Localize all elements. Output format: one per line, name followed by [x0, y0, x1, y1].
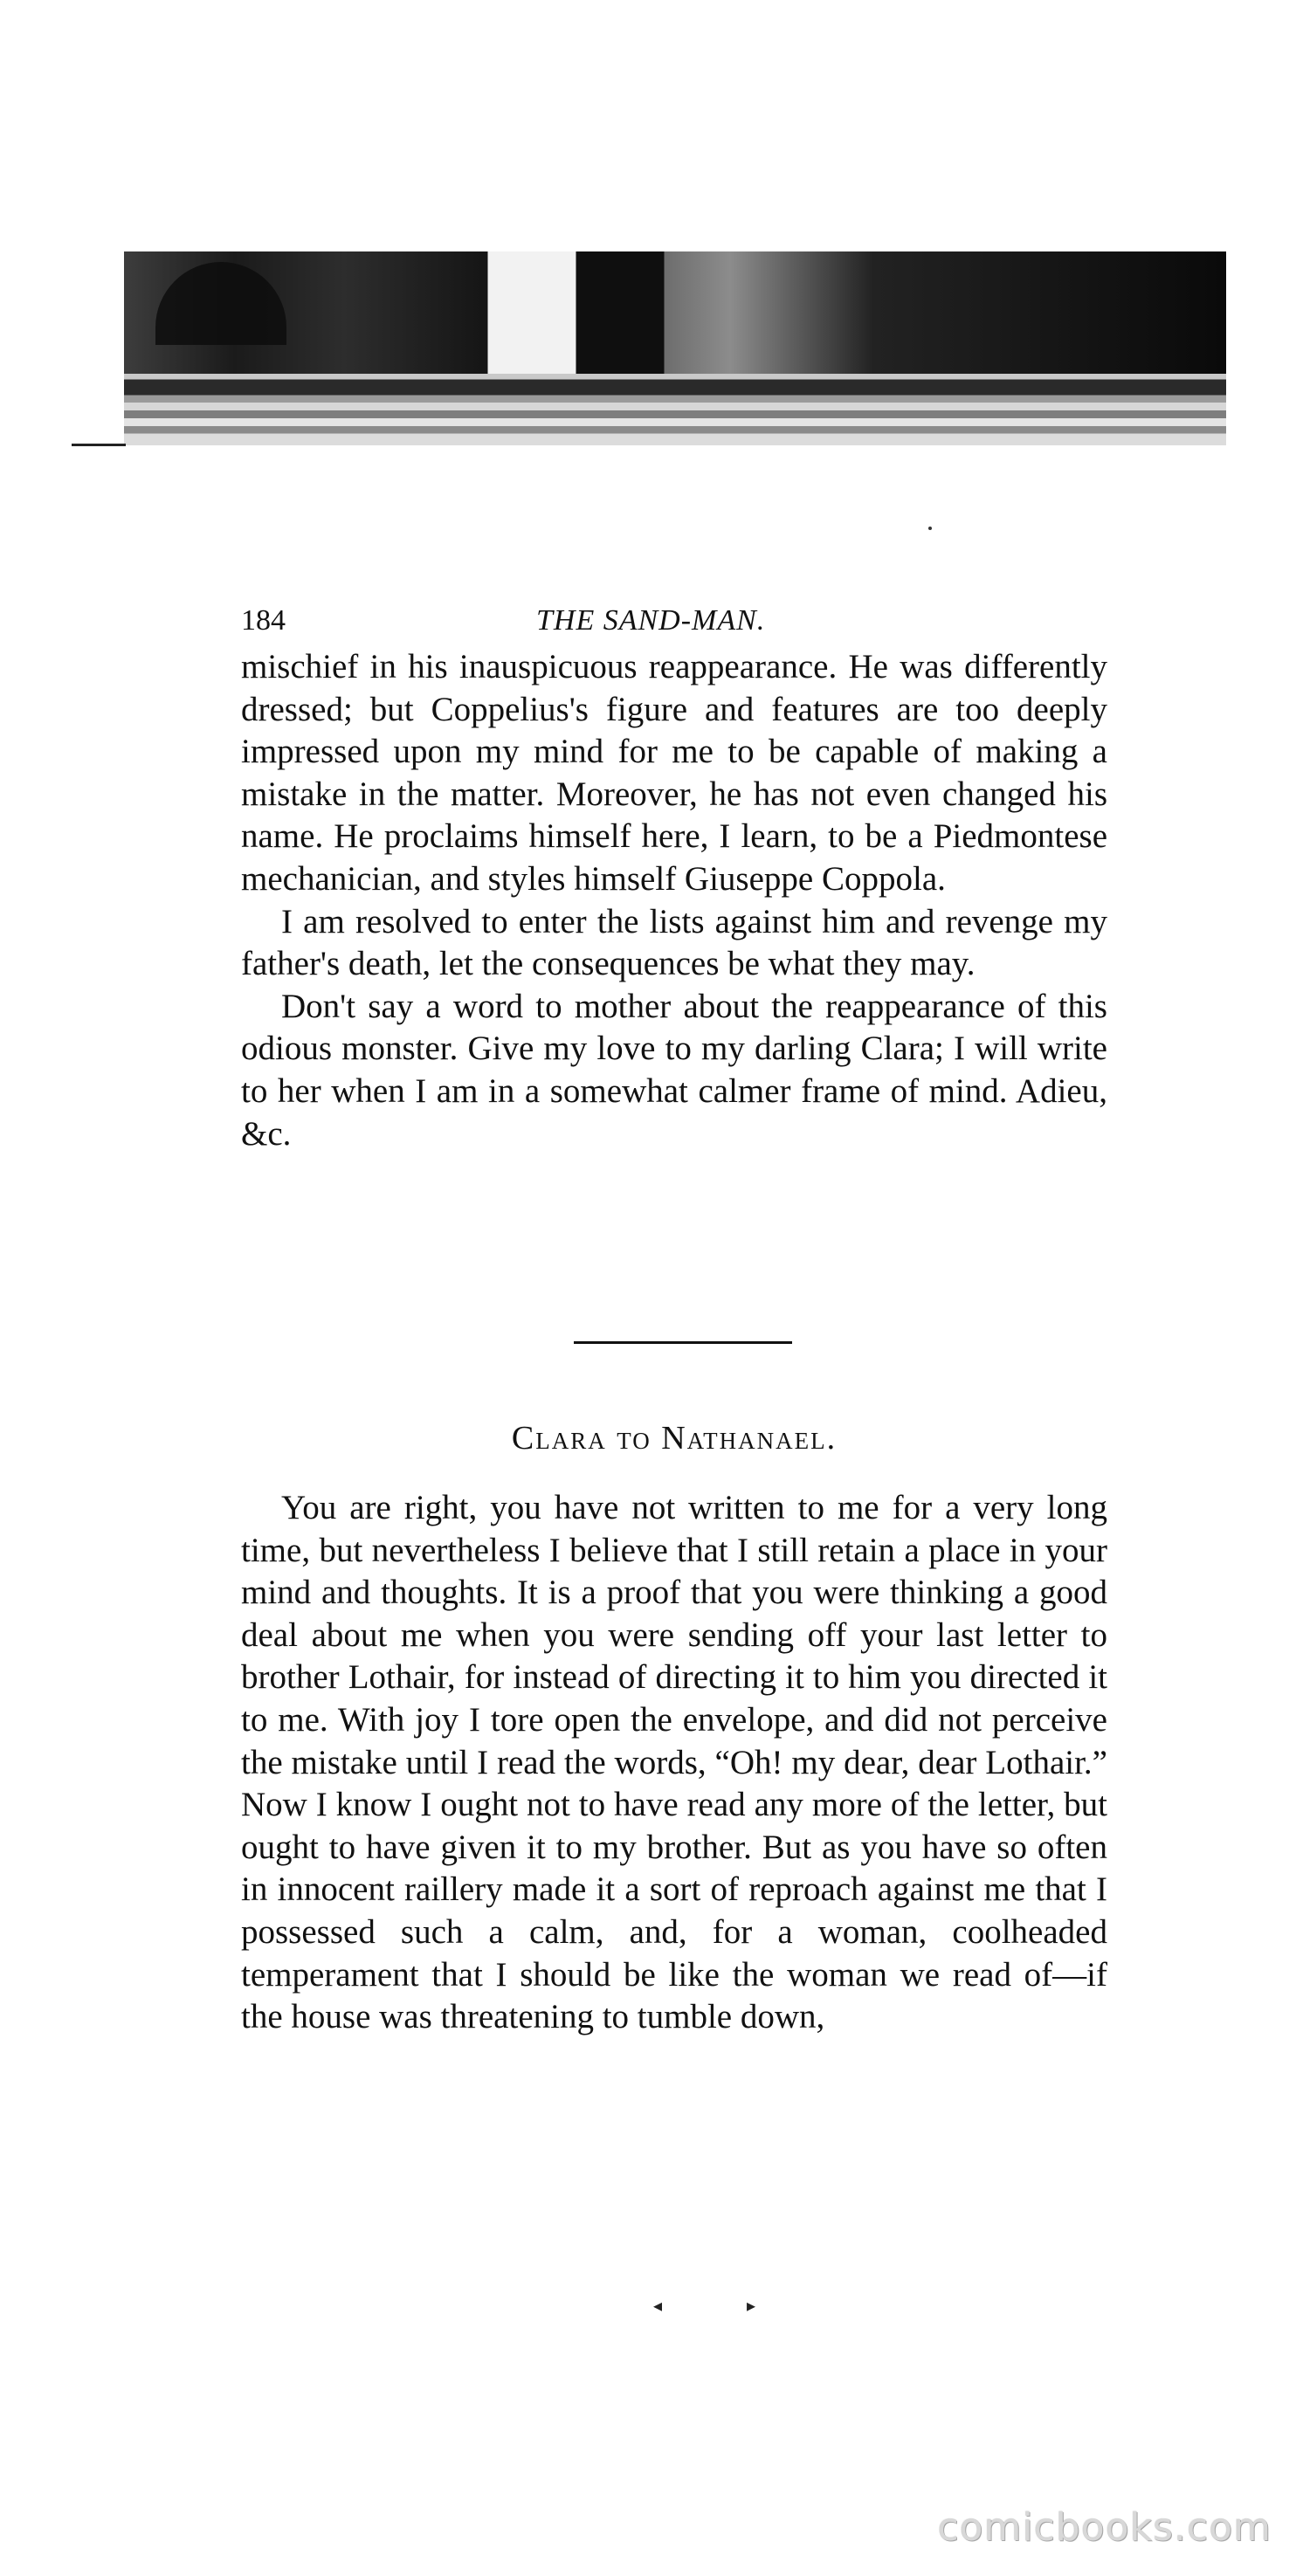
running-head [241, 604, 1114, 646]
watermark: comicbooks.com [937, 2505, 1272, 2550]
scanned-photo-strip [124, 251, 1226, 445]
letter-text-section-2 [241, 1487, 1107, 2039]
section-divider [574, 1341, 792, 1344]
letter-text-section-1 [241, 646, 1107, 1155]
scan-speck [928, 527, 932, 530]
letter-heading: Clara to Nathanael. [511, 1420, 838, 1457]
right-ornament-icon: ▸ [747, 2297, 756, 2316]
paragraph: Don't say a word to mother about the reappearance of this odious monster. Give my love to my darling Clara; I will write to her when I am in a somewhat calmer frame of mind. Adieu, &c. [241, 987, 1107, 1153]
paragraph: mischief in his inauspicuous reappearance. He was differently dressed; but Coppelius's figure and features are too deeply impressed upon my mind for me to be capable of making a mistake in the matter. Moreover, he has not even changed his name. He proclaims himself here, I learn, to be a Piedmontese mechanician, and styles himself Giuseppe Coppola. [241, 648, 1107, 898]
edge-rule [72, 444, 126, 446]
book-page [241, 604, 1114, 1155]
paragraph: I am resolved to enter the lists against him and revenge my father's death, let the consequences be what they may. [241, 902, 1107, 983]
running-title: THE SAND-MAN. [536, 604, 766, 637]
paragraph: You are right, you have not written to me for a very long time, but nevertheless I believe that I still retain a place in your mind and thoughts. It is a proof that you were thinking a good deal about me when you were sending off your last letter to brother Lothair, for instead of directing it to him you directed it to me. With joy I tore open the envelope, and did not perceive the mistake until I read the words, “Oh! my dear, dear Lothair.” Now I know I ought not to have read any more of the letter, but ought to have given it to my brother. But as you have so often in innocent raillery made it a sort of reproach against me that I possessed such a calm, and, for a woman, coolheaded temperament that I should be like the woman we read of—if the house was threatening to tumble down, [241, 1489, 1107, 2036]
left-ornament-icon: ◂ [653, 2297, 663, 2316]
page-number: 184 [241, 604, 286, 637]
